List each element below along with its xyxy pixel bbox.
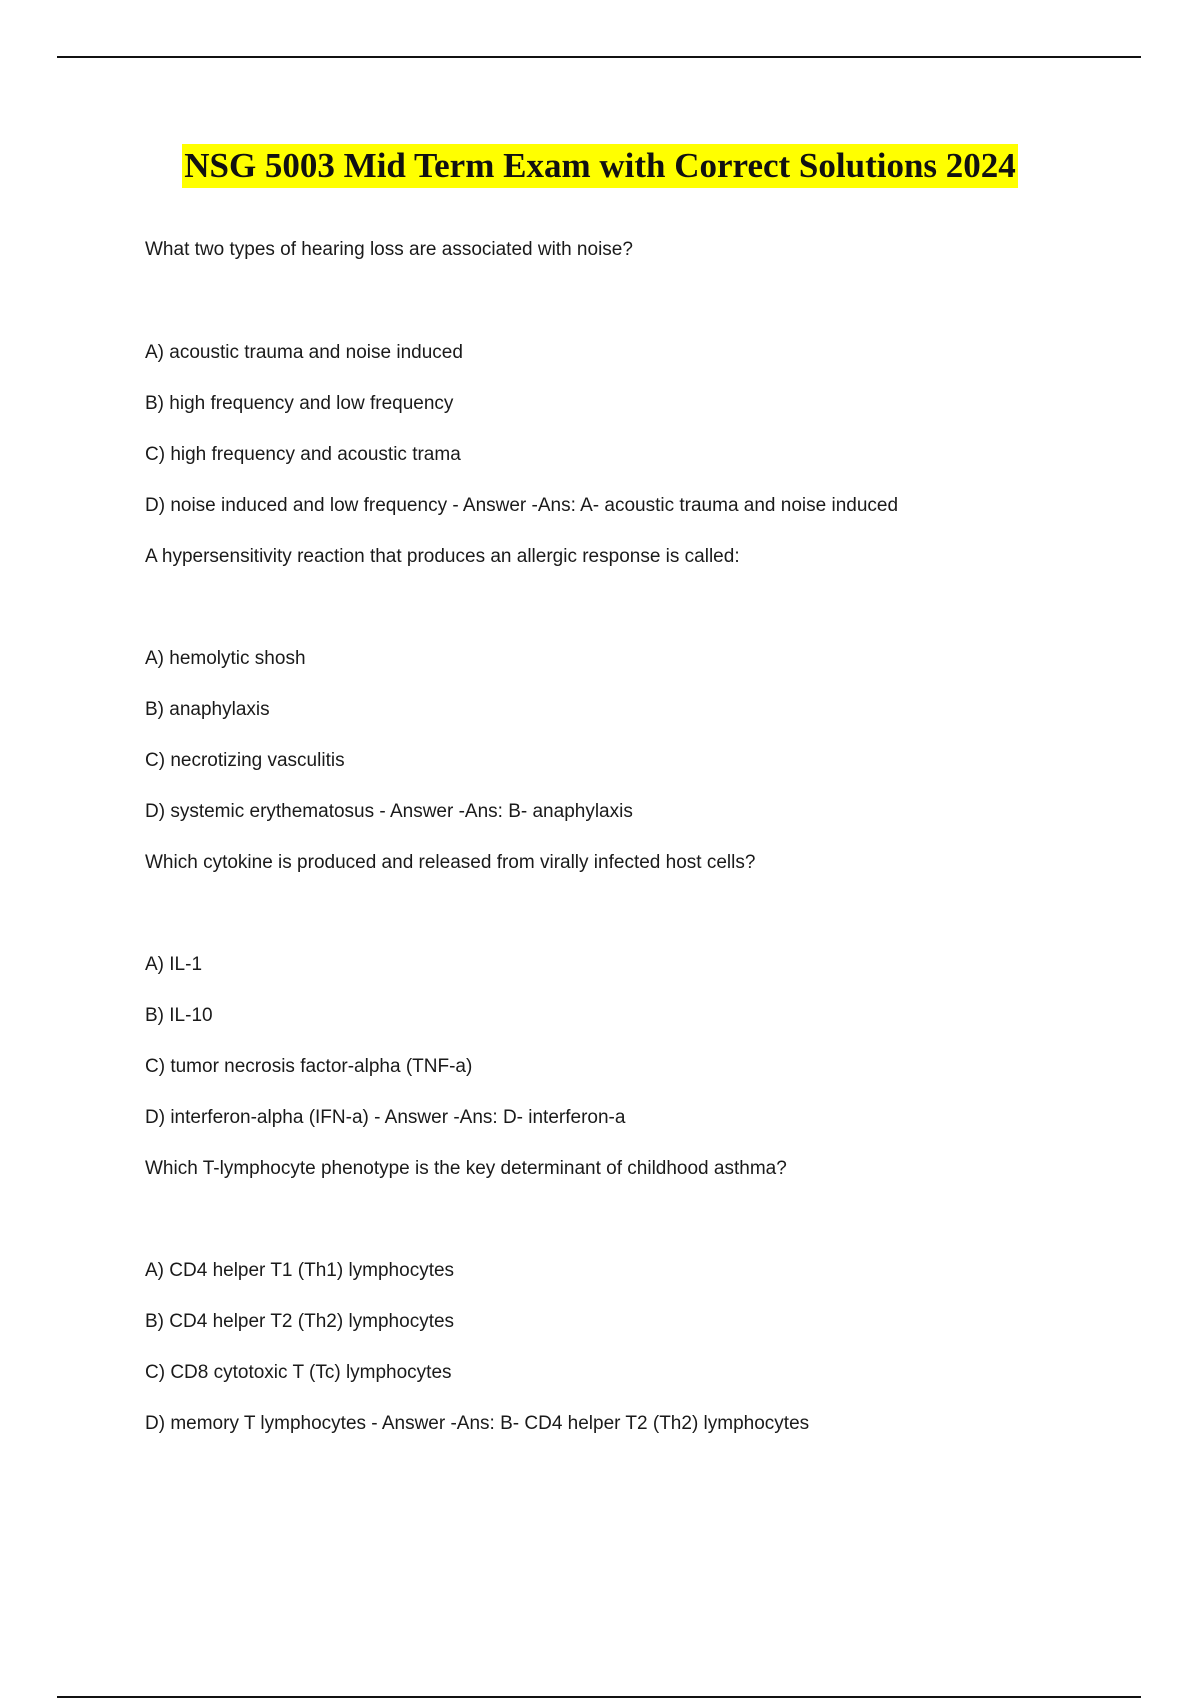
option-c: C) tumor necrosis factor-alpha (TNF-a) [145, 1056, 473, 1077]
question-block-1 [145, 236, 1145, 520]
bottom-divider [57, 1696, 1141, 1698]
option-c: C) CD8 cytotoxic T (Tc) lymphocytes [145, 1362, 452, 1383]
option-c: C) necrotizing vasculitis [145, 750, 345, 771]
option-a: A) acoustic trauma and noise induced [145, 342, 463, 363]
option-d-with-answer: D) systemic erythematosus - Answer -Ans: B- anaphylaxis [145, 801, 633, 822]
question-text: Which T-lymphocyte phenotype is the key determinant of childhood asthma? [145, 1158, 787, 1179]
option-d-with-answer: D) memory T lymphocytes - Answer -Ans: B- CD4 helper T2 (Th2) lymphocytes [145, 1413, 810, 1434]
option-d-with-answer: D) interferon-alpha (IFN-a) - Answer -Ans: D- interferon-a [145, 1107, 626, 1128]
question-text: Which cytokine is produced and released from virally infected host cells? [145, 852, 756, 873]
exam-content [145, 236, 1145, 1461]
question-block-2 [145, 543, 1145, 826]
title-container [0, 144, 1200, 188]
option-a: A) hemolytic shosh [145, 648, 306, 669]
option-a: A) IL-1 [145, 954, 203, 975]
question-block-3 [145, 849, 1145, 1132]
option-b: B) high frequency and low frequency [145, 393, 454, 414]
option-c: C) high frequency and acoustic trama [145, 444, 461, 465]
top-divider [57, 56, 1141, 58]
option-b: B) CD4 helper T2 (Th2) lymphocytes [145, 1311, 455, 1332]
option-b: B) anaphylaxis [145, 699, 270, 720]
question-text: A hypersensitivity reaction that produces an allergic response is called: [145, 546, 740, 567]
document-title: NSG 5003 Mid Term Exam with Correct Solutions 2024 [182, 144, 1018, 188]
option-a: A) CD4 helper T1 (Th1) lymphocytes [145, 1260, 455, 1281]
option-b: B) IL-10 [145, 1005, 213, 1026]
question-block-4 [145, 1155, 1145, 1438]
option-d-with-answer: D) noise induced and low frequency - Answer -Ans: A- acoustic trauma and noise induced [145, 495, 899, 516]
question-text: What two types of hearing loss are associated with noise? [145, 239, 633, 260]
